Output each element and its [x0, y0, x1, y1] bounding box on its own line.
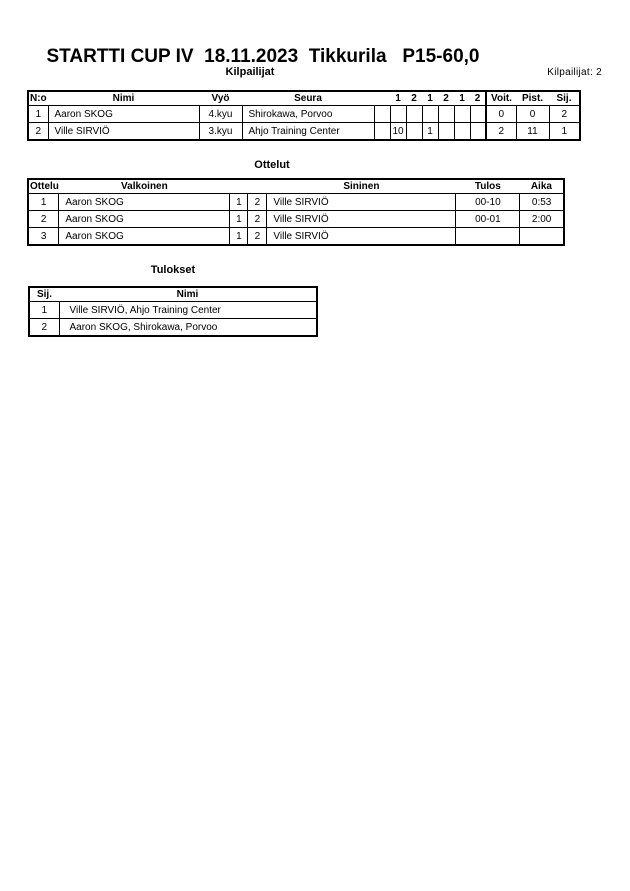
- header-name: Nimi: [59, 287, 317, 302]
- competitor-row: [28, 123, 580, 141]
- cell-blue-name: Ville SIRVIÖ: [267, 211, 456, 228]
- header-score-spacer: [374, 91, 390, 106]
- header-result: Tulos: [456, 179, 520, 194]
- competitors-header-row: [28, 91, 580, 106]
- cell-white-name: Aaron SKOG: [59, 211, 230, 228]
- cell-belt: 3.kyu: [199, 123, 242, 141]
- header-score-1: 1: [390, 91, 406, 106]
- cell-blue-name: Ville SIRVIÖ: [267, 228, 456, 246]
- cell-name: Ville SIRVIÖ, Ahjo Training Center: [59, 302, 317, 319]
- cell-result: 00-01: [456, 211, 520, 228]
- header-blue: Sininen: [267, 179, 456, 194]
- cell-no: 1: [28, 106, 48, 123]
- cell-points: 11: [516, 123, 549, 141]
- cell-no: 2: [28, 123, 48, 141]
- match-row: [28, 194, 564, 211]
- match-row: [28, 228, 564, 246]
- header-place: Sij.: [29, 287, 59, 302]
- matches-table: [27, 178, 565, 246]
- result-row: [29, 319, 317, 337]
- header-score-3: 1: [422, 91, 438, 106]
- cell-white-no: 1: [230, 211, 248, 228]
- cell-score: [454, 106, 470, 123]
- cell-wins: 2: [486, 123, 516, 141]
- cell-match-no: 1: [28, 194, 59, 211]
- header-score-4: 2: [438, 91, 454, 106]
- cell-name: Ville SIRVIÖ: [48, 123, 199, 141]
- cell-score: [438, 106, 454, 123]
- cell-result: 00-10: [456, 194, 520, 211]
- cell-club: Shirokawa, Porvoo: [242, 106, 374, 123]
- header-belt: Vyö: [199, 91, 242, 106]
- result-row: [29, 302, 317, 319]
- section-title-results: Tulokset: [150, 264, 196, 276]
- cell-score: 1: [422, 123, 438, 141]
- match-row: [28, 211, 564, 228]
- header-club: Seura: [242, 91, 374, 106]
- cell-club: Ahjo Training Center: [242, 123, 374, 141]
- cell-name: Aaron SKOG: [48, 106, 199, 123]
- cell-time: 2:00: [520, 211, 564, 228]
- header-score-6: 2: [470, 91, 486, 106]
- header-match: Ottelu: [30, 181, 59, 192]
- competitors-table: [27, 90, 581, 141]
- header-white-no: [230, 179, 248, 194]
- cell-name: Aaron SKOG, Shirokawa, Porvoo: [59, 319, 317, 337]
- cell-white-no: 1: [230, 194, 248, 211]
- header-blue-no: [248, 179, 267, 194]
- cell-time: 0:53: [520, 194, 564, 211]
- cell-score-spacer: [374, 123, 390, 141]
- header-time: Aika: [520, 179, 564, 194]
- header-wins: Voit.: [486, 91, 516, 106]
- competitor-row: [28, 106, 580, 123]
- cell-time: [520, 228, 564, 246]
- section-title-matches: Ottelut: [254, 159, 290, 171]
- competitors-count-label: Kilpailijat: 2: [547, 67, 602, 78]
- header-no: N:o: [30, 93, 47, 104]
- results-table: [28, 286, 318, 337]
- header-white: Valkoinen: [59, 179, 230, 194]
- cell-match-no: 3: [28, 228, 59, 246]
- cell-score: [470, 123, 486, 141]
- cell-white-name: Aaron SKOG: [59, 194, 230, 211]
- document-title: STARTTI CUP IV 18.11.2023 Tikkurila P15-60,0: [46, 46, 480, 67]
- cell-score: [438, 123, 454, 141]
- cell-place: 1: [549, 123, 580, 141]
- header-place: Sij.: [549, 91, 580, 106]
- cell-blue-no: 2: [248, 194, 267, 211]
- cell-points: 0: [516, 106, 549, 123]
- cell-belt: 4.kyu: [199, 106, 242, 123]
- header-score-2: 2: [406, 91, 422, 106]
- cell-score: 10: [390, 123, 406, 141]
- section-title-competitors: Kilpailijat: [225, 66, 275, 78]
- cell-blue-name: Ville SIRVIÖ: [267, 194, 456, 211]
- cell-white-no: 1: [230, 228, 248, 246]
- header-name: Nimi: [48, 91, 199, 106]
- cell-place: 1: [29, 302, 59, 319]
- cell-score: [390, 106, 406, 123]
- cell-result: [456, 228, 520, 246]
- matches-header-row: [28, 179, 564, 194]
- cell-blue-no: 2: [248, 211, 267, 228]
- cell-match-no: 2: [28, 211, 59, 228]
- cell-wins: 0: [486, 106, 516, 123]
- cell-score: [422, 106, 438, 123]
- cell-place: 2: [549, 106, 580, 123]
- cell-white-name: Aaron SKOG: [59, 228, 230, 246]
- cell-score: [406, 106, 422, 123]
- header-score-5: 1: [454, 91, 470, 106]
- cell-score: [454, 123, 470, 141]
- cell-score: [470, 106, 486, 123]
- cell-blue-no: 2: [248, 228, 267, 246]
- results-header-row: [29, 287, 317, 302]
- header-points: Pist.: [516, 91, 549, 106]
- cell-score: [406, 123, 422, 141]
- cell-score-spacer: [374, 106, 390, 123]
- cell-place: 2: [29, 319, 59, 337]
